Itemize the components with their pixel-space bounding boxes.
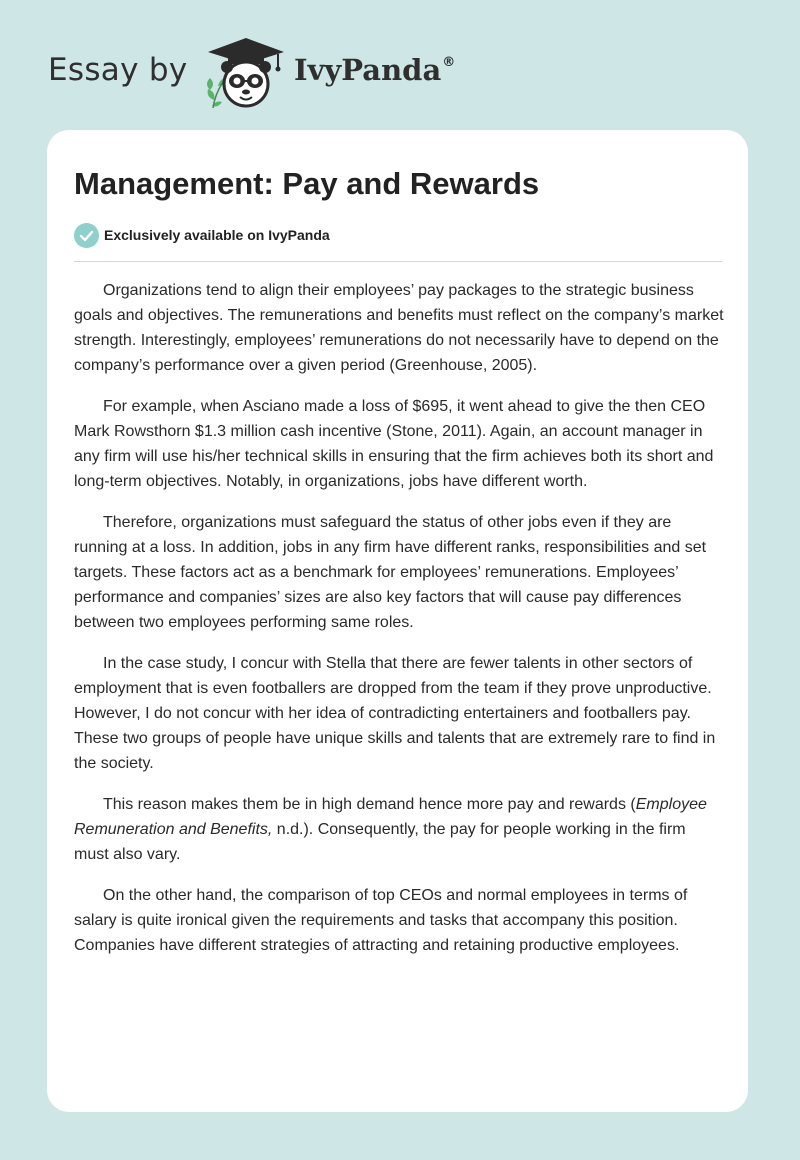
exclusive-badge — [74, 222, 330, 248]
paragraph-6: On the other hand, the comparison of top CEOs and normal employees in terms of salary is quite ironical given the requirements and tasks that accompany this position. Companies have different strategies of attracting and retaining productive employees. — [74, 887, 688, 954]
paragraph-3: Therefore, organizations must safeguard the status of other jobs even if they are running at a loss. In addition, jobs in any firm have different ranks, responsibilities and set targets. These factors act as a benchmark for employees’ remunerations. Employees’ performance and companies’ sizes are also key factors that will cause pay differences between two employees performing same roles. — [74, 514, 707, 631]
ivypanda-logo-icon[interactable] — [200, 34, 292, 110]
brand-name[interactable]: IvyPanda® — [294, 53, 456, 87]
paragraph-4: In the case study, I concur with Stella that there are fewer talents in other sectors of employment that is even footballers are dropped from the team if they prove unproductive. However, I do not concur with her idea of contradicting entertainers and footballers pay. These two groups of people have unique skills and talents that are extremely rare to find in the society. — [74, 655, 716, 772]
registered-mark: ® — [442, 55, 456, 70]
divider — [74, 261, 722, 262]
citation-title: Employee Remuneration and Benefits, — [74, 796, 707, 838]
exclusive-label: Exclusively available on IvyPanda — [104, 227, 330, 243]
essay-body — [74, 278, 724, 974]
essay-card — [47, 130, 748, 1112]
paragraph-2: For example, when Asciano made a loss of $695, it went ahead to give the then CEO Mark Rowsthorn $1.3 million cash incentive (Stone, 2011). Again, an account manager in any firm will use his/her technical skills in ensuring that the firm achieves both its short and long-term objectives. Notably, in organizations, jobs have different worth. — [74, 398, 714, 490]
site-header — [0, 0, 800, 130]
page-title: Management: Pay and Rewards — [74, 166, 540, 201]
paragraph-1: Organizations tend to align their employees’ pay packages to the strategic business goals and objectives. The remunerations and benefits must reflect on the company’s market strength. Interestingly, employees’ remunerations do not necessarily have to depend on the company’s performance over a given period (Greenhouse, 2005). — [74, 282, 724, 374]
paragraph-5: This reason makes them be in high demand hence more pay and rewards (Employee Remuneration and Benefits, n.d.). Consequently, the pay for people working in the firm must also vary. — [74, 796, 707, 863]
check-circle-icon — [74, 223, 99, 248]
essay-by-label: Essay by — [48, 52, 188, 88]
